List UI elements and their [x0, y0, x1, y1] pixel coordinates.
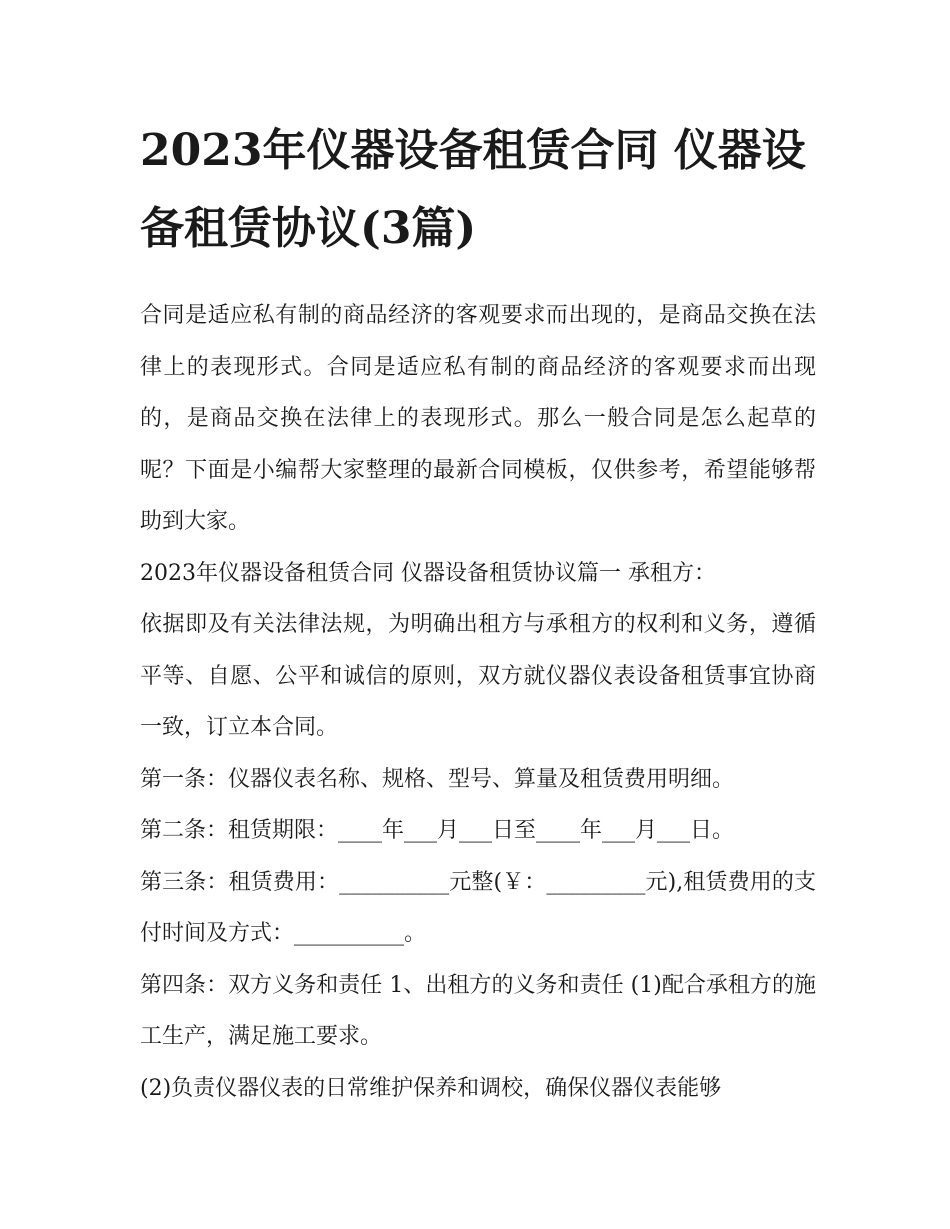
- document-title: 2023年仪器设备租赁合同 仪器设备租赁协议(3篇): [140, 125, 806, 254]
- article-one: 第一条：仪器仪表名称、规格、型号、算量及租赁费用明细。: [140, 766, 735, 792]
- article-four-item-two: (2)负责仪器仪表的日常维护保养和调校，确保仪器仪表能够: [140, 1075, 722, 1101]
- intro-paragraph: 合同是适应私有制的商品经济的客观要求而出现的，是商品交换在法律上的表现形式。合同是适应私有制的商品经济的客观要求而出现的，是商品交换在法律上的表现形式。那么一般合同是怎么起草的呢？下面是小编帮大家整理的最新合同模板，仅供参考，希望能够帮助到大家。: [140, 303, 816, 534]
- preamble-paragraph: 依据即及有关法律法规，为明确出租方与承租方的权利和义务，遵循平等、自愿、公平和诚信的原则，双方就仪器仪表设备租赁事宜协商一致，订立本合同。: [140, 612, 816, 740]
- document-page: [140, 112, 816, 1114]
- article-two: 第二条：租赁期限：____年___月___日至____年___月___日。: [140, 818, 735, 843]
- section-heading-part-one: 2023年仪器设备租赁合同 仪器设备租赁协议篇一 承租方：: [140, 560, 716, 586]
- article-four: 第四条：双方义务和责任 1、出租方的义务和责任 (1)配合承租方的施工生产，满足施工要求。: [140, 972, 816, 1049]
- article-three: 第三条：租赁费用：__________元整(￥：_________元),租赁费用的支付时间及方式：__________。: [140, 869, 816, 946]
